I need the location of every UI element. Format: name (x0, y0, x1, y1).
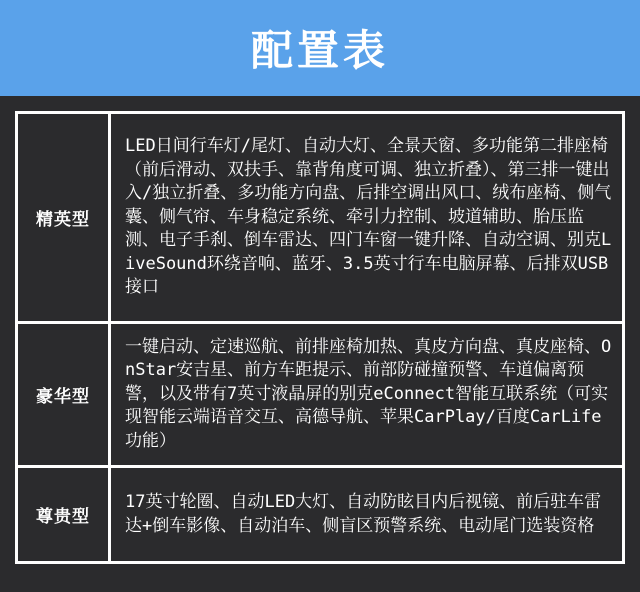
table-row (17, 323, 624, 467)
trim-name-cell: 豪华型 (17, 323, 110, 467)
table-row (17, 113, 624, 323)
page-header (0, 0, 640, 96)
page-title: 配置表 (250, 26, 389, 75)
trim-features-cell: 17英寸轮圈、自动LED大灯、自动防眩目内后视镜、前后驻车雷达+倒车影像、自动泊车、侧盲区预警系统、电动尾门选装资格 (110, 467, 624, 563)
trim-name-cell: 精英型 (17, 113, 110, 323)
trim-features-cell: 一键启动、定速巡航、前排座椅加热、真皮方向盘、真皮座椅、OnStar安吉星、前方车距提示、前部防碰撞预警、车道偏离预警，以及带有7英寸液晶屏的别克eConnect智能互联系统（可实现智能云端语音交互、高德导航、苹果CarPlay/百度CarLife功能） (110, 323, 624, 467)
config-table (15, 111, 625, 564)
trim-features-cell: LED日间行车灯/尾灯、自动大灯、全景天窗、多功能第二排座椅（前后滑动、双扶手、靠背角度可调、独立折叠）、第三排一键出入/独立折叠、多功能方向盘、后排空调出风口、绒布座椅、侧气囊、侧气帘、车身稳定系统、牵引力控制、坡道辅助、胎压监测、电子手刹、倒车雷达、四门车窗一键升降、自动空调、别克LiveSound环绕音响、蓝牙、3.5英寸行车电脑屏幕、后排双USB接口 (110, 113, 624, 323)
trim-name-cell: 尊贵型 (17, 467, 110, 563)
table-row (17, 467, 624, 563)
